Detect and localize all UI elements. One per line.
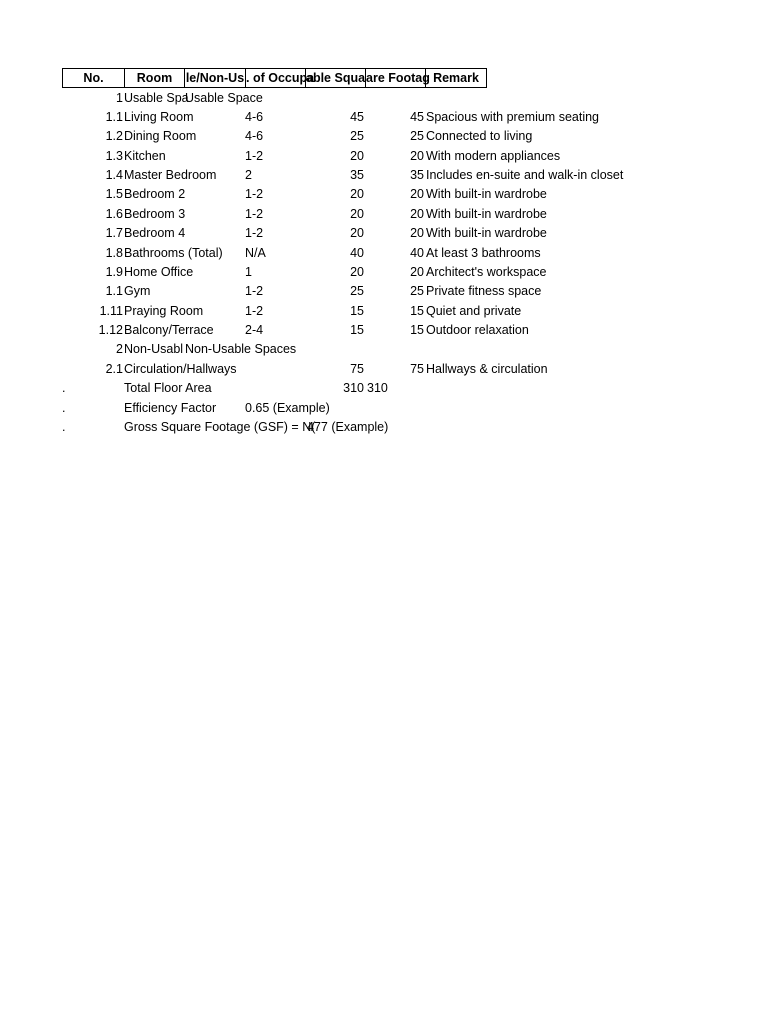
row-occupancy[interactable]: 1-2 [245,304,264,318]
table-row [0,224,768,243]
row-no[interactable]: 1.6 [105,207,123,221]
row-sqft[interactable]: 15 [410,304,424,318]
table-row [0,166,768,185]
row-room[interactable]: Living Room [124,110,194,124]
row-remark[interactable]: At least 3 bathrooms [426,246,541,260]
header-row [62,68,487,88]
row-no[interactable]: 1.1 [105,284,123,298]
row-occupancy[interactable]: 1 [245,265,252,279]
row-remark[interactable]: Quiet and private [426,304,522,318]
summary-usable[interactable]: 310 [343,381,364,395]
row-occupancy[interactable]: N/A [245,246,266,260]
row-remark[interactable]: Outdoor relaxation [426,323,529,337]
row-usable[interactable]: 25 [350,284,364,298]
row-occupancy[interactable]: 1-2 [245,226,264,240]
table-row [0,302,768,321]
row-no[interactable]: 1.5 [105,187,123,201]
header-usable-sqft[interactable]: able Squa [305,68,365,88]
row-no[interactable]: 2.1 [105,362,123,376]
row-sqft[interactable]: 25 [410,129,424,143]
section-no[interactable]: 2 [116,342,123,356]
row-occupancy[interactable]: 2 [245,168,252,182]
row-sqft[interactable]: 20 [410,265,424,279]
header-sqft[interactable]: are Footag [365,68,425,88]
row-sqft[interactable]: 35 [410,168,424,182]
section-room[interactable]: Non-Usabl [124,342,184,356]
section-room[interactable]: Usable Spa [124,91,189,105]
row-sqft[interactable]: 20 [410,207,424,221]
row-sqft[interactable]: 20 [410,187,424,201]
row-room[interactable]: Bedroom 3 [124,207,186,221]
summary-row-total [0,379,768,398]
row-remark[interactable]: Hallways & circulation [426,362,548,376]
row-room[interactable]: Bedroom 2 [124,187,186,201]
row-no[interactable]: 1.8 [105,246,123,260]
table-row [0,147,768,166]
row-room[interactable]: Bedroom 4 [124,226,186,240]
summary-row-efficiency [0,399,768,418]
row-room[interactable]: Balcony/Terrace [124,323,214,337]
row-occupancy[interactable]: 1-2 [245,187,264,201]
section-label[interactable]: Non-Usable Spaces [185,342,297,356]
row-usable[interactable]: 20 [350,226,364,240]
row-room[interactable]: Gym [124,284,151,298]
table-row [0,321,768,340]
table-row [0,263,768,282]
row-room[interactable]: Home Office [124,265,194,279]
table-row [0,108,768,127]
table-row [0,205,768,224]
summary-label[interactable]: Efficiency Factor [124,401,217,415]
row-no[interactable]: 1.1 [105,110,123,124]
row-room[interactable]: Bathrooms (Total) [124,246,223,260]
row-usable[interactable]: 20 [350,265,364,279]
row-sqft[interactable]: 75 [410,362,424,376]
summary-value[interactable]: 0.65 (Example) [245,401,330,415]
row-room[interactable]: Dining Room [124,129,197,143]
row-usable[interactable]: 75 [350,362,364,376]
row-no[interactable]: 1.11 [99,304,123,318]
row-occupancy[interactable]: 1-2 [245,284,264,298]
row-usable[interactable]: 35 [350,168,364,182]
summary-label[interactable]: Total Floor Area [124,381,212,395]
row-sqft[interactable]: 45 [410,110,424,124]
row-remark[interactable]: Connected to living [426,129,533,143]
section-no[interactable]: 1 [116,91,123,105]
row-usable[interactable]: 15 [350,304,364,318]
row-room[interactable]: Kitchen [124,149,166,163]
summary-sqft[interactable]: 310 [367,381,388,395]
row-occupancy[interactable]: 1-2 [245,207,264,221]
summary-label[interactable]: Gross Square Footage (GSF) = N( [124,420,316,434]
row-usable[interactable]: 40 [350,246,364,260]
row-no[interactable]: 1.2 [105,129,123,143]
row-occupancy[interactable]: 4-6 [245,110,264,124]
summary-gsf-value[interactable]: 477 (Example) [307,420,389,434]
table-row [0,127,768,146]
section-row-nonusable [0,340,768,359]
summary-row-gsf [0,418,768,437]
row-occupancy[interactable]: 4-6 [245,129,264,143]
row-no[interactable]: 1.4 [105,168,123,182]
row-sqft[interactable]: 20 [410,149,424,163]
table-row [0,244,768,263]
header-no[interactable]: No. [62,68,124,88]
row-no[interactable]: 1.7 [105,226,123,240]
row-sqft[interactable]: 40 [410,246,424,260]
row-sqft[interactable]: 20 [410,226,424,240]
table-row [0,360,768,379]
row-usable[interactable]: 20 [350,187,364,201]
row-sqft[interactable]: 15 [410,323,424,337]
row-remark[interactable]: With built-in wardrobe [426,187,547,201]
row-remark[interactable]: Spacious with premium seating [426,110,599,124]
row-room[interactable]: Master Bedroom [124,168,217,182]
header-remark[interactable]: Remark [425,68,487,88]
row-occupancy[interactable]: 2-4 [245,323,264,337]
row-remark[interactable]: Private fitness space [426,284,542,298]
row-usable[interactable]: 25 [350,129,364,143]
row-remark[interactable]: With modern appliances [426,149,561,163]
row-usable[interactable]: 20 [350,149,364,163]
row-usable[interactable]: 45 [350,110,364,124]
section-label[interactable]: Usable Space [185,91,263,105]
header-occupancy[interactable]: . of Occupa [245,68,305,88]
summary-dot[interactable]: . [62,420,66,434]
table-row [0,185,768,204]
row-remark[interactable]: Architect's workspace [426,265,547,279]
header-usable-nonusable[interactable]: le/Non-Us [184,68,245,88]
row-usable[interactable]: 15 [350,323,364,337]
row-no[interactable]: 1.12 [98,323,123,337]
row-usable[interactable]: 20 [350,207,364,221]
summary-dot[interactable]: . [62,401,66,415]
row-room[interactable]: Praying Room [124,304,204,318]
header-room[interactable]: Room [124,68,184,88]
row-no[interactable]: 1.9 [105,265,123,279]
row-no[interactable]: 1.3 [105,149,123,163]
table-row [0,282,768,301]
row-occupancy[interactable]: 1-2 [245,149,264,163]
row-remark[interactable]: Includes en-suite and walk-in closet [426,168,624,182]
row-room[interactable]: Circulation/Hallways [124,362,237,376]
summary-dot[interactable]: . [62,381,66,395]
row-remark[interactable]: With built-in wardrobe [426,207,547,221]
section-row-usable [0,89,768,108]
row-remark[interactable]: With built-in wardrobe [426,226,547,240]
row-sqft[interactable]: 25 [410,284,424,298]
